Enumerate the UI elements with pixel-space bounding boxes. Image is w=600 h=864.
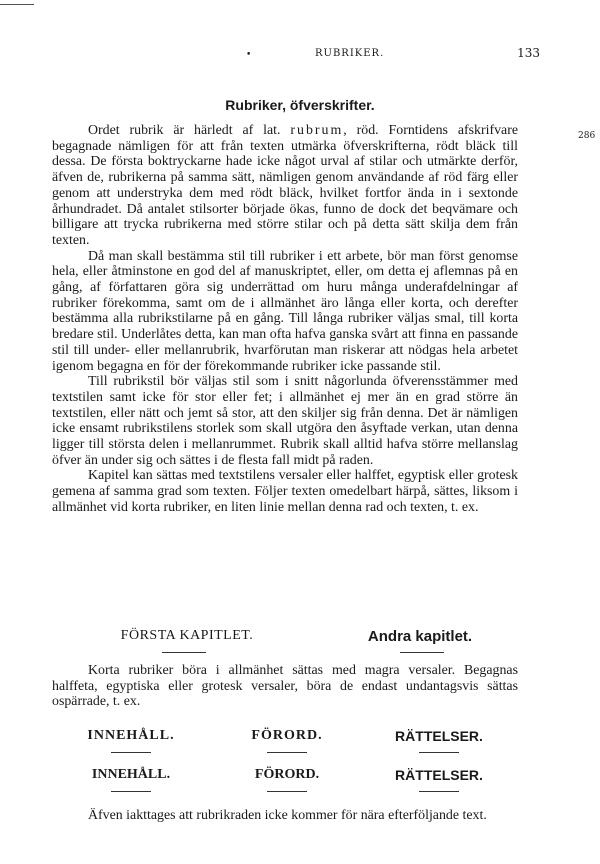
- example-forord: FÖRORD.: [254, 767, 320, 782]
- example-underline: [267, 791, 307, 792]
- example-andra-kapitlet: Andra kapitlet.: [367, 628, 473, 645]
- margin-number: 286: [578, 131, 596, 141]
- example-underline: [419, 791, 459, 792]
- body-text-section-3: [52, 808, 518, 824]
- paragraph-3: Till rubrikstil bör väljas stil som i snitt någorlunda öfverensstämmer med textstilen samt icke för stor eller fet; i allmänhet ej mer än en grad större än textstilen, eller nätt och jemt så stor, att den skiljer sig från denna. Det är nämligen icke ensamt rubrikstilens storlek som skall utgöra den åsyftade verkan, utan denna ligger till största delen i mellanrummet. Rubrik skall alltid hafva större mellanslag öfver än under sig och sättes i de flesta fall midt på raden.: [52, 374, 518, 468]
- example-row-unspaced: [52, 767, 518, 793]
- example-row-spaced: [52, 728, 518, 754]
- running-head-title: RUBRIKER.: [315, 48, 385, 59]
- section-heading: Rubriker, öfverskrifter.: [225, 97, 375, 113]
- paragraph-4: Kapitel kan sättas med textstilens versaler eller halffet, egyptisk eller grotesk gemena af samma grad som texten. Följer texten omedelbart härpå, sättes, liksom i allmänhet vid korta rubriker, en liten linie mellan denna rad och texten, t. ex.: [52, 468, 518, 515]
- body-text-section-2: [52, 663, 518, 710]
- spaced-word-rubrum: rubrum: [290, 123, 344, 138]
- example-forsta-kapitlet: FÖRSTA KAPITLET.: [120, 628, 254, 643]
- page-number: 133: [517, 46, 540, 60]
- paragraph-1-text-b: , röd. Forntidens afskrifvare begagnade nämligen för att från texten utmärka öfverskrifterna, rödt bläck till dessa. De första boktryckarne hade icke något urval af stilar och utmärkte derför, äfven de, rubrikerna på samma sätt, nämligen genom användande af röd färg eller genom att understryka dem med rödt bläck, hvilket fortfor ända in i sextonde århundradet. Då antalet stilsorter började ökas, funno de dock det beqvämare och billigare att trycka rubrikerna med större stilar och på detta sätt skilja dem från texten.: [52, 123, 518, 248]
- example-row-chapter: [52, 628, 518, 654]
- example-rattelser: RÄTTELSER.: [395, 767, 483, 783]
- running-head: [58, 46, 540, 62]
- example-innehall: INNEHÅLL.: [91, 767, 171, 782]
- example-underline: [111, 752, 151, 753]
- paragraph-2: Då man skall bestämma stil till rubriker i ett arbete, bör man först genomse hela, eller åtminstone en god del af manuskriptet, eller, om detta ej aflemnas på en gång, af författaren göra sig underrättad om huru många underafdelningar af rubriker förekomma, samt om de i allmänhet äro långa eller korta, och derefter bestämma alla rubrikstilarne på en gång. Till långa rubriker väljas smal, till korta bredare stil. Underlåtes detta, kan man ofta hafva ganska svårt att finna en passande stil till under- eller mellanrubrik, hvarförutan man riskerar att nödgas hela arbetet igenom begagna en för der förekommande rubriker icke passande stil.: [52, 248, 518, 374]
- paragraph-5: Korta rubriker böra i allmänhet sättas med magra versaler. Begagnas halffeta, egyptiska eller grotesk versaler, böra de endast undantagsvis sättas ospärrade, t. ex.: [52, 663, 518, 710]
- paragraph-1: [52, 123, 518, 249]
- paragraph-1-text-a: Ordet rubrik är härledt af lat.: [88, 123, 291, 138]
- example-underline: [267, 752, 307, 753]
- example-underline: [419, 752, 459, 753]
- corner-rule: [0, 4, 34, 5]
- running-head-dot: •: [246, 50, 252, 60]
- example-underline: [400, 652, 444, 653]
- paragraph-6: Äfven iakttages att rubrikraden icke kommer för nära efterföljande text.: [88, 808, 487, 823]
- example-forord-spaced: FÖRORD.: [251, 728, 323, 743]
- example-rattelser-spaced: RÄTTELSER.: [395, 728, 483, 744]
- example-underline: [162, 652, 206, 653]
- body-text-section-1: [52, 123, 518, 516]
- example-innehall-spaced: INNEHÅLL.: [87, 728, 175, 743]
- example-underline: [111, 791, 151, 792]
